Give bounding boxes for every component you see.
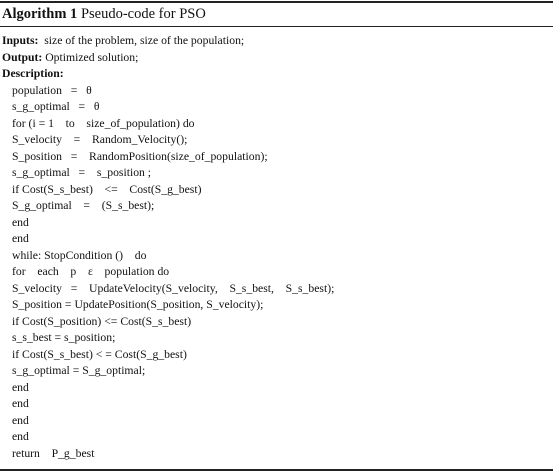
algorithm-caption <box>2 3 206 25</box>
code-line: end <box>12 380 29 394</box>
code-line: s_g_optimal = S_g_optimal; <box>12 364 146 377</box>
code-line: population = θ <box>12 83 92 97</box>
code-line: s_g_optimal = s_position ; <box>12 166 152 179</box>
algorithm-title: Pseudo-code for PSO <box>80 6 206 22</box>
code-line: end <box>12 232 29 245</box>
code-line: if Cost(S_position) <= Cost(S_s_best) <box>12 314 192 328</box>
caption-rule <box>0 26 553 27</box>
output-value: Optimized solution; <box>45 50 139 64</box>
algorithm-body <box>0 33 553 462</box>
algorithm-label: Algorithm 1 <box>2 6 78 22</box>
code-line: end <box>12 397 29 410</box>
code-line: while: StopCondition () do <box>12 248 147 262</box>
code-lines <box>0 83 553 463</box>
code-line: for (i = 1 to size_of_population) do <box>12 116 195 130</box>
output-line <box>0 50 553 67</box>
code-line: S_position = RandomPosition(size_of_population); <box>12 149 268 163</box>
output-keyword: Output: <box>2 50 43 64</box>
code-line: if Cost(S_s_best) <= Cost(S_g_best) <box>12 182 202 196</box>
bottom-rule <box>0 469 553 471</box>
inputs-value: size of the problem, size of the population; <box>44 34 245 47</box>
code-line: end <box>12 413 29 427</box>
code-line: S_velocity = UpdateVelocity(S_velocity, S_s_best, S_s_best); <box>12 281 335 295</box>
code-line: s_g_optimal = θ <box>12 100 100 113</box>
inputs-keyword: Inputs: <box>2 34 39 47</box>
code-line: s_s_best = s_position; <box>12 331 116 344</box>
description-keyword: Description: <box>2 67 64 80</box>
code-line: end <box>12 215 29 229</box>
description-line <box>0 66 553 83</box>
code-line: S_velocity = Random_Velocity(); <box>12 133 188 146</box>
code-line: end <box>12 430 29 443</box>
code-line: S_g_optimal = (S_s_best); <box>12 199 155 212</box>
code-line: return P_g_best <box>12 446 95 460</box>
code-line: for each p ε population do <box>12 265 170 278</box>
code-line: S_position = UpdatePosition(S_position, S_velocity); <box>12 298 264 311</box>
inputs-line <box>0 33 553 50</box>
code-line: if Cost(S_s_best) < = Cost(S_g_best) <box>12 347 187 361</box>
